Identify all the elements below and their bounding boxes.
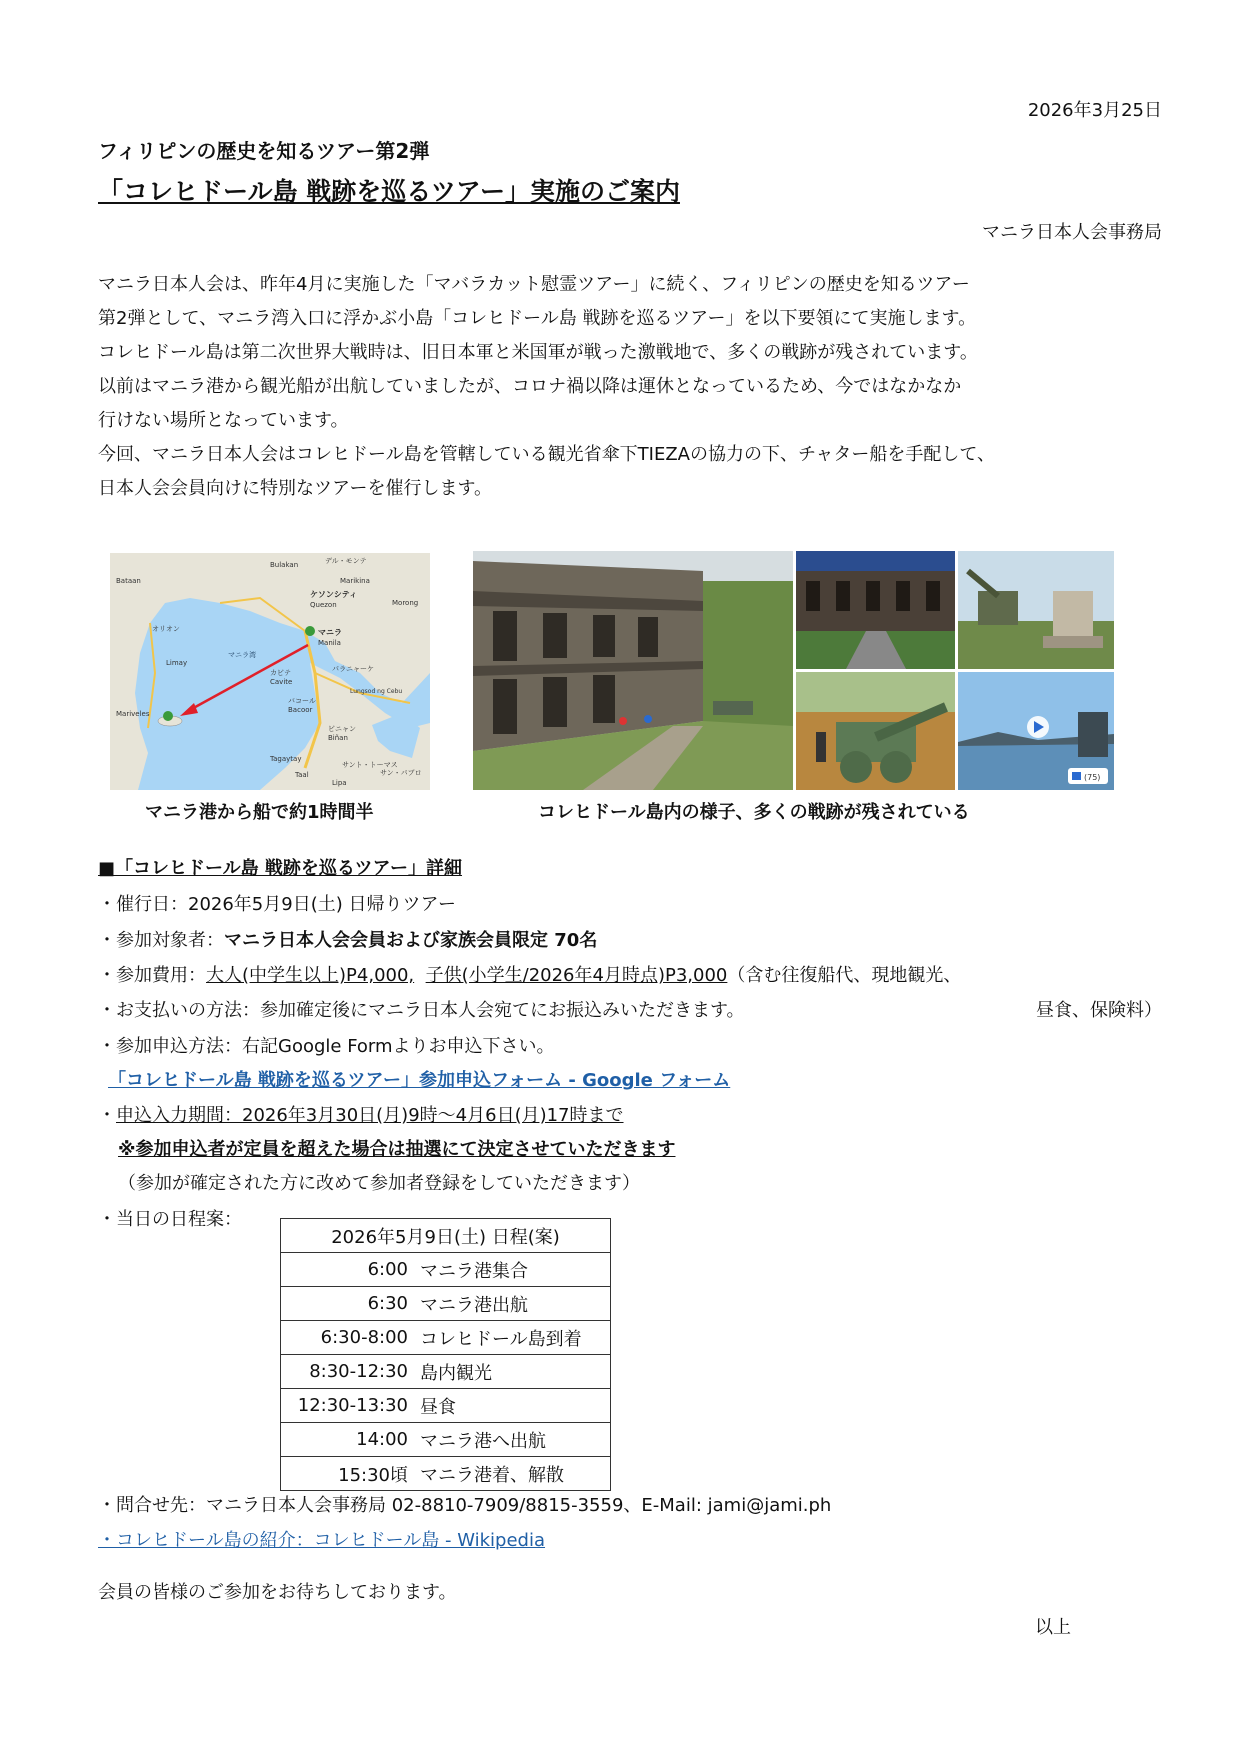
details-heading: ■「コレヒドール島 戦跡を巡るツアー」詳細	[98, 858, 463, 879]
participation-fee	[98, 964, 961, 988]
photo-count-badge: (75)	[1084, 773, 1101, 782]
map-label: サン・パブロ	[380, 769, 422, 777]
ruins-building-photo	[796, 551, 955, 669]
schedule-event: マニラ港着、解散	[416, 1457, 611, 1491]
schedule-event: マニラ港へ出航	[416, 1423, 611, 1457]
intro-line: 第2弾として、マニラ湾入口に浮かぶ小島「コレヒドール島 戦跡を巡るツアー」を以下要領にて実施します。	[98, 308, 977, 329]
target-label: ・参加対象者：	[98, 930, 224, 951]
fee-child: 子供(小学生/2026年4月時点)P3,000	[425, 965, 728, 986]
manila-bay-map	[110, 553, 430, 790]
schedule-time: 15:30頃	[281, 1457, 417, 1491]
schedule-row	[281, 1423, 611, 1457]
schedule-event: コレヒドール島到着	[416, 1321, 611, 1355]
closing-message: 会員の皆様のご参加をお待ちしております。	[98, 1582, 457, 1603]
end-mark: 以上	[1035, 1617, 1071, 1638]
map-caption: マニラ港から船で約1時間半	[145, 802, 374, 823]
intro-line: 行けない場所となっています。	[98, 410, 349, 431]
schedule-row	[281, 1253, 611, 1287]
schedule-header-row	[281, 1219, 611, 1253]
map-label: Morong	[392, 599, 419, 607]
schedule-event: 昼食	[416, 1389, 611, 1423]
participant-target	[98, 929, 597, 953]
application-form-link[interactable]: 「コレヒドール島 戦跡を巡るツアー」参加申込フォーム - Google フォーム	[108, 1070, 731, 1091]
map-label: Limay	[166, 659, 188, 667]
map-label: ケソンシティ	[310, 590, 358, 599]
schedule-time: 6:00	[281, 1253, 417, 1287]
tour-date: ・催行日：2026年5月9日(土) 日帰りツアー	[98, 894, 456, 915]
document-title: 「コレヒドール島 戦跡を巡るツアー」実施のご案内	[98, 177, 680, 206]
map-label: Bacoor	[288, 706, 313, 714]
map-label: サント・トーマス	[342, 761, 398, 769]
schedule-row	[281, 1321, 611, 1355]
schedule-event: 島内観光	[416, 1355, 611, 1389]
schedule-event: マニラ港出航	[416, 1287, 611, 1321]
map-label: バコール	[288, 697, 316, 705]
application-method: ・参加申込方法：右記Google Formよりお申込下さい。	[98, 1036, 555, 1057]
map-label: ビニャン	[328, 725, 356, 733]
map-label: オリオン	[152, 625, 180, 633]
photos-caption: コレヒドール島内の様子、多くの戦跡が残されている	[538, 802, 970, 823]
map-label: Mariveles	[116, 710, 150, 718]
map-label: Bataan	[116, 577, 141, 585]
map-label: カビテ	[270, 669, 291, 677]
wikipedia-link[interactable]: ・コレヒドール島の紹介：コレヒドール島 - Wikipedia	[98, 1530, 546, 1551]
schedule-time: 6:30-8:00	[281, 1321, 417, 1355]
cannon-monument-photo	[958, 551, 1114, 669]
map-label: Manila	[318, 639, 341, 647]
document-date: 2026年3月25日	[1027, 100, 1162, 121]
map-label: デル・モンテ	[325, 557, 367, 565]
map-label: Biñan	[328, 734, 348, 742]
schedule-label: ・当日の日程案：	[98, 1209, 242, 1230]
intro-line: コレヒドール島は第二次世界大戦時は、旧日本軍と米国軍が戦った激戦地で、多くの戦跡が残されています。	[98, 342, 978, 363]
camera-icon	[1072, 772, 1081, 780]
intro-line: マニラ日本人会は、昨年4月に実施した「マバラカット慰霊ツアー」に続く、フィリピンの歴史を知るツアー	[98, 274, 970, 295]
schedule-row	[281, 1355, 611, 1389]
map-label: Marikina	[340, 577, 370, 585]
application-period: ・申込入力期間：2026年3月30日(月)9時～4月6日(月)17時まで	[98, 1105, 624, 1126]
period-text: 申込入力期間：2026年3月30日(月)9時～4月6日(月)17時まで	[116, 1105, 624, 1126]
schedule-time: 14:00	[281, 1423, 417, 1457]
map-label: Taal	[295, 771, 309, 779]
registration-note: （参加が確定された方に改めて参加者登録をしていただきます）	[118, 1173, 640, 1194]
schedule-event: マニラ港集合	[416, 1253, 611, 1287]
fee-adult: 大人(中学生以上)P4,000,	[206, 965, 415, 986]
schedule-time: 12:30-13:30	[281, 1389, 417, 1423]
fee-includes-continued: 昼食、保険料）	[1036, 1000, 1162, 1021]
fee-includes: （含む往復船代、現地観光、	[727, 965, 962, 986]
payment-method: ・お支払いの方法：参加確定後にマニラ日本人会宛てにお振込みいただきます。	[98, 1000, 745, 1021]
schedule-row	[281, 1287, 611, 1321]
schedule-time: 8:30-12:30	[281, 1355, 417, 1389]
bay-view-photo	[958, 672, 1114, 790]
schedule-row	[281, 1457, 611, 1491]
map-label: Lungsod ng Cebu	[350, 688, 403, 695]
ruins-barracks-photo	[473, 551, 793, 790]
map-label: Tagaytay	[270, 755, 302, 763]
map-label: Lipa	[332, 779, 347, 787]
intro-line: 日本人会会員向けに特別なツアーを催行します。	[98, 478, 493, 499]
schedule-header: 2026年5月9日(土) 日程(案)	[281, 1219, 611, 1253]
schedule-time: 6:30	[281, 1287, 417, 1321]
contact-info: ・問合せ先：マニラ日本人会事務局 02-8810-7909/8815-3559、E-Mail: jami@jami.ph	[98, 1495, 832, 1516]
schedule-row	[281, 1389, 611, 1423]
map-graphic	[110, 553, 430, 790]
lottery-notice: ※参加申込者が定員を超えた場合は抽選にて決定させていただきます	[118, 1139, 676, 1160]
fee-label: ・参加費用：	[98, 965, 206, 986]
issuing-organization: マニラ日本人会事務局	[982, 222, 1162, 243]
schedule-table	[280, 1218, 611, 1491]
map-label: マニラ湾	[228, 651, 256, 659]
intro-line: 今回、マニラ日本人会はコレヒドール島を管轄している観光省傘下TIEZAの協力の下、チャター船を手配して、	[98, 444, 996, 465]
map-label: Bulakan	[270, 561, 299, 569]
map-label: Cavite	[270, 678, 293, 686]
intro-line: 以前はマニラ港から観光船が出航していましたが、コロナ禍以降は運休となっているため、今ではなかなか	[98, 376, 962, 397]
map-label: マニラ	[318, 628, 342, 637]
intro-paragraph	[98, 268, 995, 506]
map-label: Quezon	[310, 601, 337, 609]
document-subtitle: フィリピンの歴史を知るツアー第2弾	[98, 139, 430, 163]
artillery-photo	[796, 672, 955, 790]
target-value: マニラ日本人会会員および家族会員限定 70名	[224, 930, 598, 951]
map-label: パラニャーケ	[332, 665, 374, 673]
